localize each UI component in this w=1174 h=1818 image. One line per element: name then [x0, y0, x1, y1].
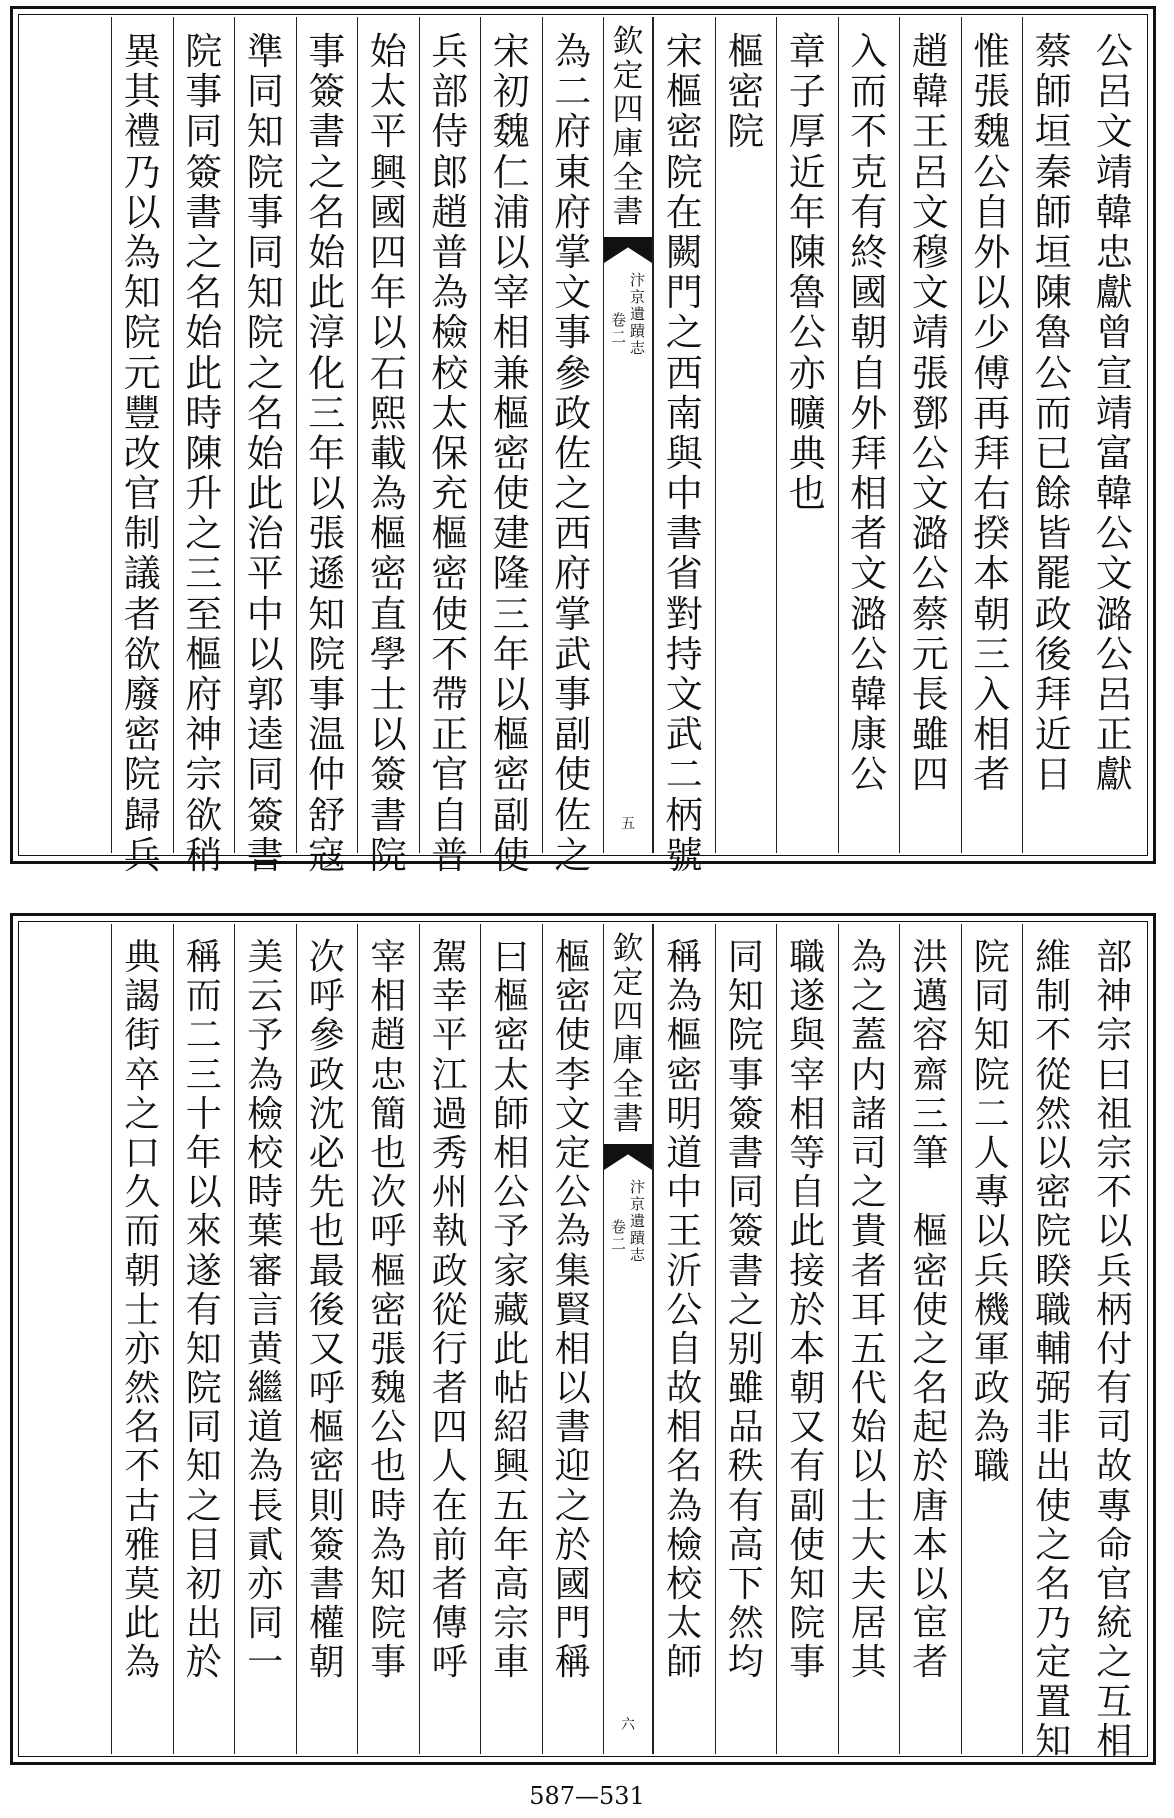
text-column: 章 子 厚 近 年 陳 魯 公 亦 曠 典 也: [776, 17, 838, 853]
text-column: 駕 幸 平 江 過 秀 州 執 政 從 行 者 四 人 在 前 者 傳 呼: [419, 924, 481, 1754]
footer-page-number: 587—531: [529, 1782, 645, 1810]
text-column: 同 知 院 事 簽 書 同 簽 書 之 别 雖 品 秩 有 高 下 然 均: [715, 924, 777, 1754]
lower-page: [10, 913, 1156, 1765]
text-column: 樞 密 院: [715, 17, 777, 853]
text-column: 樞 密 使 李 文 定 公 為 集 賢 相 以 書 迎 之 於 國 門 稱: [542, 924, 604, 1754]
text-column: 蔡 師 垣 秦 師 垣 陳 魯 公 而 已 餘 皆 罷 政 後 拜 近 日: [1022, 17, 1084, 853]
gutter-title: 欽 定 四 庫 全 書: [612, 24, 644, 230]
text-column: 職 遂 與 宰 相 等 自 此 接 於 本 朝 又 有 副 使 知 院 事: [776, 924, 838, 1754]
gutter-book-title: 汴 京 遺 蹟 志: [630, 1178, 646, 1264]
text-column: 稱 為 樞 密 明 道 中 王 沂 公 自 故 相 名 為 檢 校 太 師: [653, 924, 715, 1754]
text-column: 院 事 同 簽 書 之 名 始 此 時 陳 升 之 三 至 樞 府 神 宗 欲 稍: [173, 17, 235, 853]
text-column: 入 而 不 克 有 終 國 朝 自 外 拜 相 者 文 潞 公 韓 康 公: [838, 17, 900, 853]
text-column: 事 簽 書 之 名 始 此 淳 化 三 年 以 張 遜 知 院 事 温 仲 舒 寇: [296, 17, 358, 853]
text-column: 典 謁 街 卒 之 口 久 而 朝 士 亦 然 名 不 古 雅 莫 此 為: [111, 924, 173, 1754]
text-column: 宰 相 趙 忠 簡 也 次 呼 樞 密 張 魏 公 也 時 為 知 院 事: [357, 924, 419, 1754]
text-column: 次 呼 參 政 沈 必 先 也 最 後 又 呼 樞 密 則 簽 書 權 朝: [296, 924, 358, 1754]
gutter-volume: 卷 二: [610, 1218, 626, 1253]
text-column: 宋 樞 密 院 在 闕 門 之 西 南 與 中 書 省 對 持 文 武 二 柄 號: [653, 17, 715, 853]
text-column: 趙 韓 王 呂 文 穆 文 靖 張 鄧 公 文 潞 公 蔡 元 長 雖 四: [899, 17, 961, 853]
text-column: 異 其 禮 乃 以 為 知 院 元 豐 改 官 制 議 者 欲 廢 密 院 歸 兵: [111, 17, 173, 853]
center-fold: [603, 17, 653, 853]
upper-page: [10, 6, 1156, 877]
text-column: 為 二 府 東 府 掌 文 事 參 政 佐 之 西 府 掌 武 事 副 使 佐 之: [542, 17, 604, 853]
fishtail-mark: [604, 1144, 652, 1170]
text-column: 部 神 宗 曰 祖 宗 不 以 兵 柄 付 有 司 故 專 命 官 統 之 互 相: [1096, 937, 1133, 1762]
text-column: 惟 張 魏 公 自 外 以 少 傅 再 拜 右 揆 本 朝 三 入 相 者: [961, 17, 1023, 853]
gutter-volume: 卷 二: [610, 311, 626, 346]
center-fold: [603, 924, 653, 1754]
text-column: 院 同 知 院 二 人 專 以 兵 機 軍 政 為 職: [961, 924, 1023, 1754]
text-column: 公 呂 文 靖 韓 忠 獻 曾 宣 靖 富 韓 公 文 潞 公 呂 正 獻: [1095, 30, 1133, 797]
fishtail-mark: [604, 237, 652, 263]
text-column: 宋 初 魏 仁 浦 以 宰 相 兼 樞 密 使 建 隆 三 年 以 樞 密 副 使: [480, 17, 542, 853]
text-column: 曰 樞 密 太 師 相 公 予 家 藏 此 帖 紹 興 五 年 高 宗 車: [480, 924, 542, 1754]
text-column: 始 太 平 興 國 四 年 以 石 熙 載 為 樞 密 直 學 士 以 簽 書 院: [357, 17, 419, 853]
gutter-book-title: 汴 京 遺 蹟 志: [630, 271, 646, 357]
text-column: 洪 邁 容 齋 三 筆 樞 密 使 之 名 起 於 唐 本 以 宦 者: [899, 924, 961, 1754]
text-column: 兵 部 侍 郎 趙 普 為 檢 校 太 保 充 樞 密 使 不 帶 正 官 自 普: [419, 17, 481, 853]
gutter-page-number: 六: [621, 1717, 635, 1733]
text-column: 稱 而 二 三 十 年 以 來 遂 有 知 院 同 知 之 目 初 出 於: [173, 924, 235, 1754]
text-column: 準 同 知 院 事 同 知 院 之 名 始 此 治 平 中 以 郭 逵 同 簽 書: [234, 17, 296, 853]
gutter-page-number: 五: [621, 816, 635, 832]
text-column: 美 云 予 為 檢 校 時 葉 審 言 黄 繼 道 為 長 貳 亦 同 一: [234, 924, 296, 1754]
text-column: 維 制 不 從 然 以 密 院 睽 職 輔 弼 非 出 使 之 名 乃 定 置 知: [1022, 924, 1084, 1754]
text-column: 為 之 蓋 内 諸 司 之 貴 者 耳 五 代 始 以 士 大 夫 居 其: [838, 924, 900, 1754]
gutter-title: 欽 定 四 庫 全 書: [612, 931, 644, 1137]
